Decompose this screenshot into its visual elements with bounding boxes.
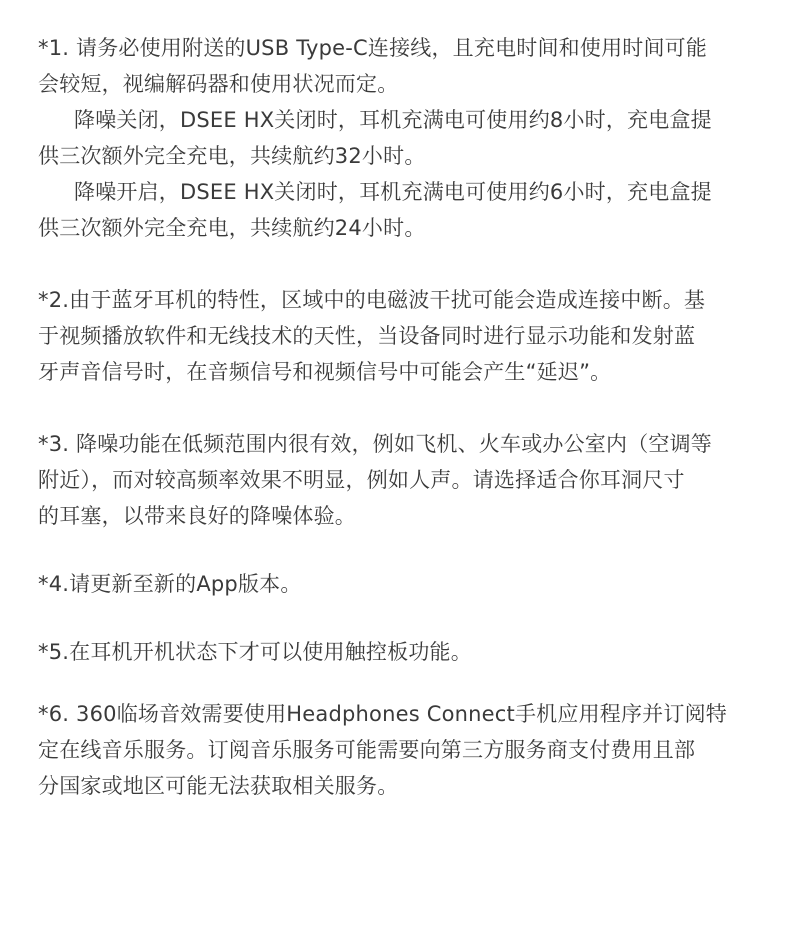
footnote-line: *4.请更新至新的App版本。 — [38, 572, 302, 596]
footnote-3 — [38, 426, 778, 534]
footnote-line: 供三次额外完全充电，共续航约24小时。 — [38, 216, 426, 240]
footnote-line: 供三次额外完全充电，共续航约32小时。 — [38, 144, 426, 168]
footnote-2 — [38, 282, 778, 390]
footnote-6 — [38, 696, 778, 804]
footnote-1 — [38, 30, 778, 246]
footnote-5 — [38, 634, 778, 670]
footnote-line: *3. 降噪功能在低频范围内很有效，例如飞机、火车或办公室内（空调等 — [38, 432, 713, 456]
footnote-line: 的耳塞，以带来良好的降噪体验。 — [38, 504, 356, 528]
footnote-line: 于视频播放软件和无线技术的天性，当设备同时进行显示功能和发射蓝 — [38, 324, 696, 348]
footnote-line: 会较短，视编解码器和使用状况而定。 — [38, 72, 399, 96]
footnote-line: *5.在耳机开机状态下才可以使用触控板功能。 — [38, 640, 472, 664]
footnote-4 — [38, 566, 778, 602]
footnote-line: 定在线音乐服务。订阅音乐服务可能需要向第三方服务商支付费用且部 — [38, 738, 696, 762]
footnotes-list — [38, 30, 778, 840]
footnote-line: *1. 请务必使用附送的USB Type-C连接线，且充电时间和使用时间可能 — [38, 36, 708, 60]
footnote-line: 附近），而对较高频率效果不明显，例如人声。请选择适合你耳洞尺寸 — [38, 468, 685, 492]
footnote-line: 分国家或地区可能无法获取相关服务。 — [38, 774, 399, 798]
footnote-line: 降噪开启，DSEE HX关闭时，耳机充满电可使用约6小时，充电盒提 — [74, 180, 712, 204]
footnote-line: *2.由于蓝牙耳机的特性，区域中的电磁波干扰可能会造成连接中断。基 — [38, 288, 706, 312]
footnote-line: *6. 360临场音效需要使用Headphones Connect手机应用程序并订阅特 — [38, 702, 727, 726]
footnote-line: 牙声音信号时，在音频信号和视频信号中可能会产生“延迟”。 — [38, 360, 612, 384]
footnote-line: 降噪关闭，DSEE HX关闭时，耳机充满电可使用约8小时，充电盒提 — [74, 108, 712, 132]
